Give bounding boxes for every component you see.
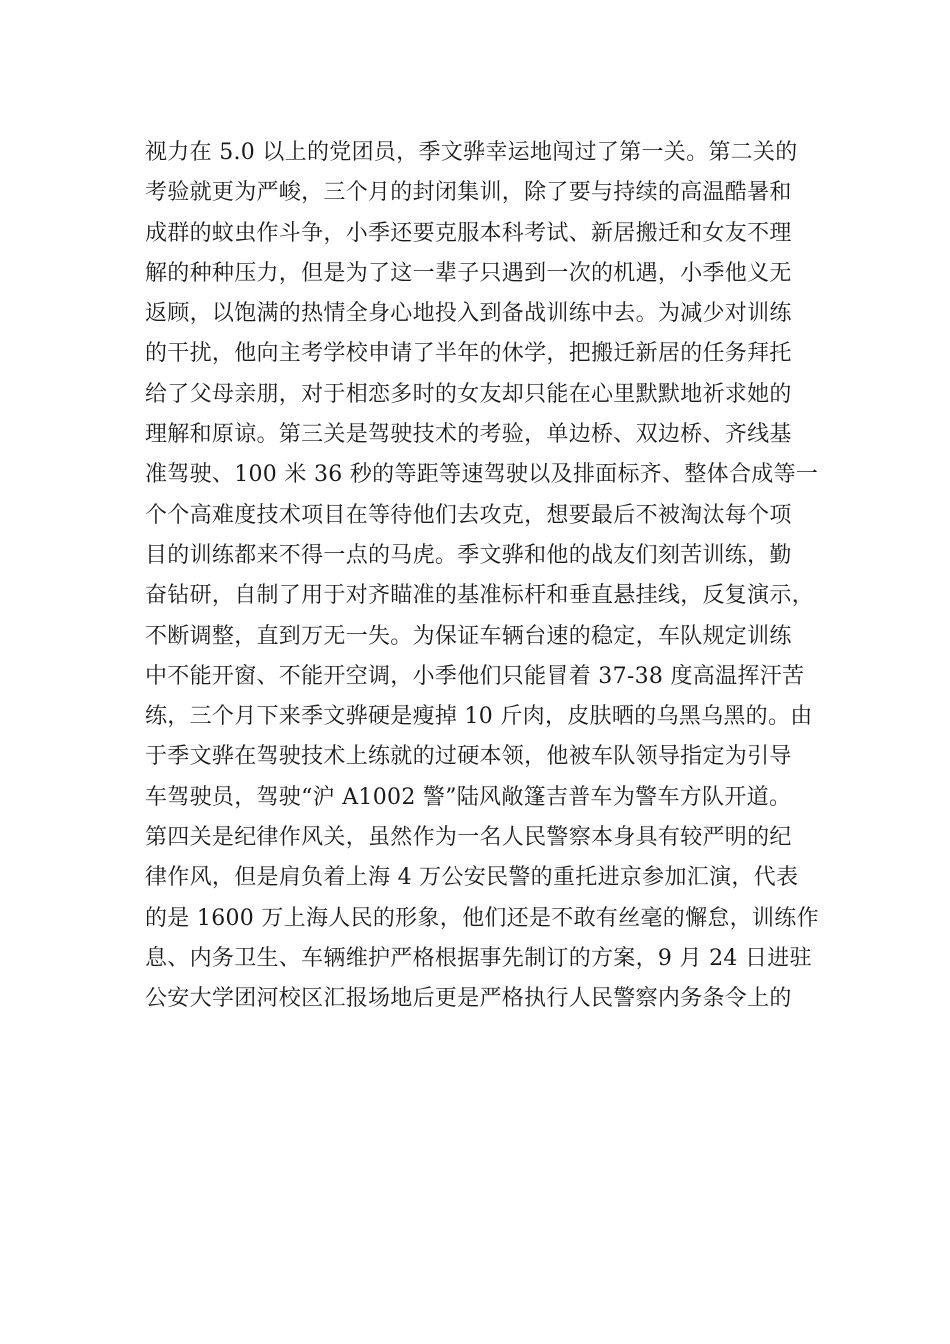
- text-line-13: 不断调整，直到万无一失。为保证车辆台速的稳定，车队规定训练: [145, 623, 792, 649]
- text-line-8: 理解和原谅。第三关是驾驶技术的考验，单边桥、双边桥、齐线基: [145, 422, 792, 448]
- text-line-12: 奋钻研，自制了用于对齐瞄准的基准标杆和垂直悬挂线，反复演示，: [145, 583, 815, 609]
- text-line-18: 第四关是纪律作风关，虽然作为一名人民警察本身具有较严明的纪: [145, 825, 792, 851]
- text-line-10: 个个高难度技术项目在等待他们去攻克，想要最后不被淘汰每个项: [145, 502, 792, 528]
- text-line-7: 给了父母亲朋，对于相恋多时的女友却只能在心里默默地祈求她的: [145, 381, 792, 407]
- text-line-2: 考验就更为严峻，三个月的封闭集训，除了要与持续的高温酷暑和: [145, 180, 792, 206]
- text-line-22: 公安大学团河校区汇报场地后更是严格执行人民警察内务条令上的: [145, 986, 792, 1012]
- text-line-4: 解的种种压力，但是为了这一辈子只遇到一次的机遇，小季他义无: [145, 260, 792, 286]
- text-line-11: 目的训练都来不得一点的马虎。季文骅和他的战友们刻苦训练，勤: [145, 542, 792, 568]
- text-line-9: 准驾驶、100 米 36 秒的等距等速驾驶以及排面标齐、整体合成等一: [145, 462, 819, 488]
- text-line-16: 于季文骅在驾驶技术上练就的过硬本领，他被车队领导指定为引导: [145, 744, 792, 770]
- text-line-17: 车驾驶员，驾驶“沪 A1002 警”陆风敞篷吉普车为警车方队开道。: [145, 784, 792, 810]
- text-line-6: 的干扰，他向主考学校申请了半年的休学，把搬迁新居的任务拜托: [145, 341, 792, 367]
- text-line-5: 返顾，以饱满的热情全身心地投入到备战训练中去。为减少对训练: [145, 301, 792, 327]
- text-line-20: 的是 1600 万上海人民的形象，他们还是不敢有丝毫的懈怠，训练作: [145, 905, 819, 931]
- text-line-14: 中不能开窗、不能开空调，小季他们只能冒着 37-38 度高温挥汗苦: [145, 663, 805, 689]
- text-line-15: 练，三个月下来季文骅硬是瘦掉 10 斤肉，皮肤晒的乌黑乌黑的。由: [145, 704, 813, 730]
- text-line-19: 律作风，但是肩负着上海 4 万公安民警的重托进京参加汇演，代表: [145, 865, 799, 891]
- text-line-21: 息、内务卫生、车辆维护严格根据事先制订的方案，9 月 24 日进驻: [145, 945, 812, 971]
- text-line-1: 视力在 5.0 以上的党团员，季文骅幸运地闯过了第一关。第二关的: [145, 140, 798, 165]
- text-line-3: 成群的蚊虫作斗争，小季还要克服本科考试、新居搬迁和女友不理: [145, 220, 792, 246]
- body-text: [145, 133, 835, 1020]
